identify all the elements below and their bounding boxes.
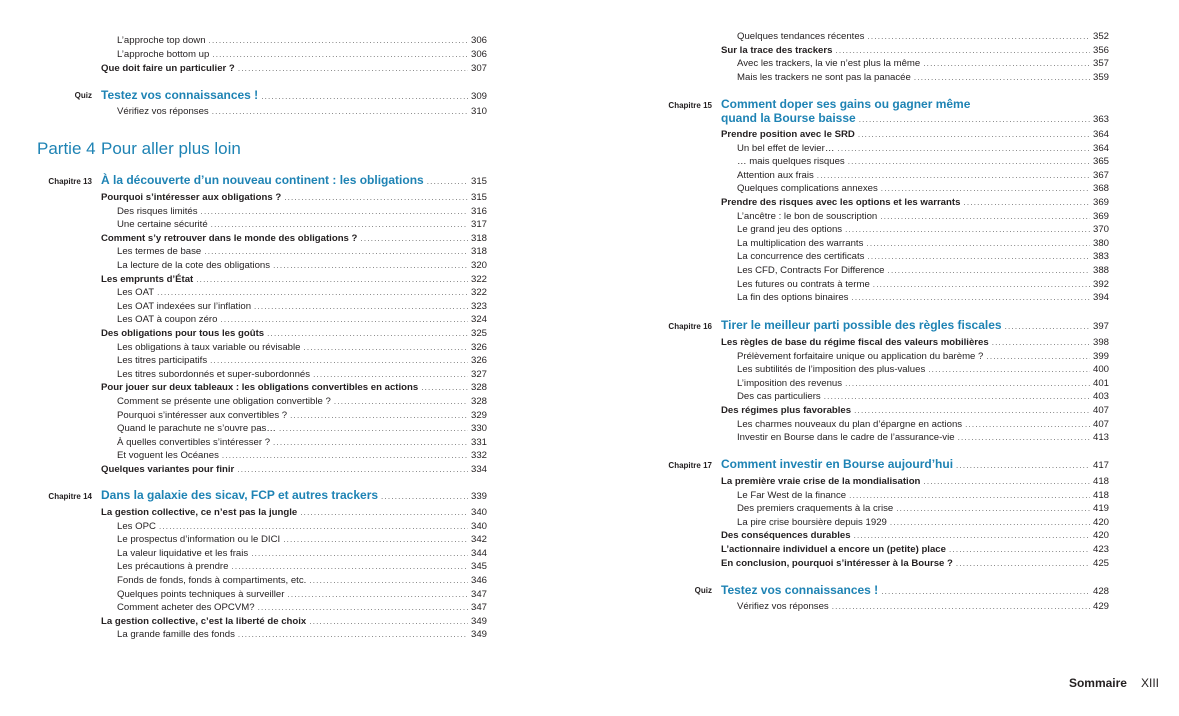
toc-entry: Vérifiez vos réponses ..... 429 [737,600,1109,614]
toc-entry: La grande famille des fonds ..... 349 [117,628,487,642]
toc-entry: Le prospectus d’information ou le DICI ..... 342 [117,533,487,547]
toc-entry: Investir en Bourse dans le cadre de l’assurance-vie ..... 413 [737,431,1109,445]
part-label: Partie 4 [37,139,96,158]
toc-entry: Les titres participatifs ..... 326 [117,354,487,368]
toc-entry: L’approche top down ..... 306 [117,34,487,48]
toc-entry: Les OAT ..... 322 [117,286,487,300]
toc-entry: Les termes de base ..... 318 [117,245,487,259]
toc-entry: Prendre des risques avec les options et les warrants ..... 369 [721,196,1109,210]
toc-entry: Prélèvement forfaitaire unique ou application du barème ? ..... 399 [737,350,1109,364]
toc-entry: Les OAT indexées sur l’inflation ..... 323 [117,300,487,314]
toc-entry: Quelques variantes pour finir ..... 334 [101,463,487,477]
toc-entry: Mais les trackers ne sont pas la panacée ..... 359 [737,71,1109,85]
toc-entry: La gestion collective, ce n’est pas la jungle ..... 340 [101,506,487,520]
toc-entry: Comment se présente une obligation convertible ? ..... 328 [117,395,487,409]
toc-entry: Vérifiez vos réponses ..... 310 [117,105,487,119]
toc-entry: Les subtilités de l’imposition des plus-values ..... 400 [737,363,1109,377]
toc-entry: Des obligations pour tous les goûts ..... 325 [101,327,487,341]
toc-entry: Avec les trackers, la vie n’est plus la même ..... 357 [737,57,1109,71]
toc-entry: Prendre position avec le SRD ..... 364 [721,128,1109,142]
toc-entry: Les OPC ..... 340 [117,520,487,534]
toc-entry: Comment s’y retrouver dans le monde des obligations ? ..... 318 [101,232,487,246]
toc-chapter: quand la Bourse baisse ..... 363 [721,110,1109,128]
toc-chapter: Dans la galaxie des sicav, FCP et autres trackers ..... 339 [101,487,487,505]
toc-entry: Les charmes nouveaux du plan d’épargne en actions ..... 407 [737,418,1109,432]
page-footer [1069,676,1159,690]
toc-quiz: Testez vos connaissances ! ..... 309 [101,87,487,105]
toc-chapter-line1: Comment doper ses gains ou gagner même [721,97,971,111]
toc-entry: Les OAT à coupon zéro ..... 324 [117,313,487,327]
chapter-label: Chapitre 16 [668,322,712,331]
toc-entry: Des premiers craquements à la crise ..... 419 [737,502,1109,516]
toc-entry: À quelles convertibles s’intéresser ? ..... 331 [117,436,487,450]
toc-entry: Pour jouer sur deux tableaux : les obligations convertibles en actions ..... 328 [101,381,487,395]
toc-entry: La première vraie crise de la mondialisation ..... 418 [721,475,1109,489]
toc-entry: Un bel effet de levier… ..... 364 [737,142,1109,156]
toc-entry: La concurrence des certificats ..... 383 [737,250,1109,264]
toc-entry: Quelques points techniques à surveiller ..... 347 [117,588,487,602]
toc-entry: Sur la trace des trackers ..... 356 [721,44,1109,58]
toc-entry: … mais quelques risques ..... 365 [737,155,1109,169]
toc-entry: Les obligations à taux variable ou révisable ..... 326 [117,341,487,355]
toc-entry: Des régimes plus favorables ..... 407 [721,404,1109,418]
toc-entry: Des risques limités ..... 316 [117,205,487,219]
toc-entry: Quelques complications annexes ..... 368 [737,182,1109,196]
toc-entry: L’approche bottom up ..... 306 [117,48,487,62]
toc-entry: Les futures ou contrats à terme ..... 392 [737,278,1109,292]
page-number: XIII [1140,676,1159,690]
toc-entry: L’ancêtre : le bon de souscription ..... 369 [737,210,1109,224]
toc-entry: En conclusion, pourquoi s’intéresser à la Bourse ? ..... 425 [721,557,1109,571]
chapter-label: Chapitre 13 [48,177,92,186]
part-title: Pour aller plus loin [101,139,241,158]
toc-entry: Quelques tendances récentes ..... 352 [737,30,1109,44]
toc-entry: Le grand jeu des options ..... 370 [737,223,1109,237]
toc-entry: Des cas particuliers ..... 403 [737,390,1109,404]
toc-quiz: Testez vos connaissances ! ..... 428 [721,582,1109,600]
toc-entry: Les titres subordonnés et super-subordonnés ..... 327 [117,368,487,382]
toc-entry: Que doit faire un particulier ? ..... 307 [101,62,487,76]
toc-entry: La valeur liquidative et les frais ..... 344 [117,547,487,561]
toc-entry: Les précautions à prendre ..... 345 [117,560,487,574]
quiz-label: Quiz [694,586,712,595]
toc-entry: Et voguent les Océanes ..... 332 [117,449,487,463]
toc-entry: La fin des options binaires ..... 394 [737,291,1109,305]
toc-entry: Des conséquences durables ..... 420 [721,529,1109,543]
toc-entry: L’imposition des revenus ..... 401 [737,377,1109,391]
toc-chapter: À la découverte d’un nouveau continent : les obligations ..... 315 [101,172,487,190]
chapter-label: Chapitre 15 [668,101,712,110]
toc-entry: La lecture de la cote des obligations ..... 320 [117,259,487,273]
chapter-label: Chapitre 17 [668,461,712,470]
toc-entry: La pire crise boursière depuis 1929 ..... 420 [737,516,1109,530]
toc-entry: La multiplication des warrants ..... 380 [737,237,1109,251]
toc-entry: Les emprunts d’État ..... 322 [101,273,487,287]
toc-entry: Pourquoi s’intéresser aux convertibles ? ..... 329 [117,409,487,423]
toc-entry: La gestion collective, c’est la liberté de choix ..... 349 [101,615,487,629]
toc-chapter: Comment investir en Bourse aujourd’hui ..... 417 [721,456,1109,474]
running-title: Sommaire [1068,676,1127,690]
toc-entry: Attention aux frais ..... 367 [737,169,1109,183]
toc-entry: Les CFD, Contracts For Difference ..... 388 [737,264,1109,278]
toc-entry: L’actionnaire individuel a encore un (petite) place ..... 423 [721,543,1109,557]
toc-chapter: Tirer le meilleur parti possible des règles fiscales ..... 397 [721,317,1109,335]
toc-entry: Les règles de base du régime fiscal des valeurs mobilières ..... 398 [721,336,1109,350]
quiz-label: Quiz [74,91,92,100]
toc-entry: Comment acheter des OPCVM? ..... 347 [117,601,487,615]
toc-entry: Fonds de fonds, fonds à compartiments, etc. ..... 346 [117,574,487,588]
chapter-label: Chapitre 14 [48,492,92,501]
toc-entry: Une certaine sécurité ..... 317 [117,218,487,232]
toc-entry: Pourquoi s’intéresser aux obligations ? ..... 315 [101,191,487,205]
toc-entry: Quand le parachute ne s’ouvre pas… ..... 330 [117,422,487,436]
toc-entry: Le Far West de la finance ..... 418 [737,489,1109,503]
